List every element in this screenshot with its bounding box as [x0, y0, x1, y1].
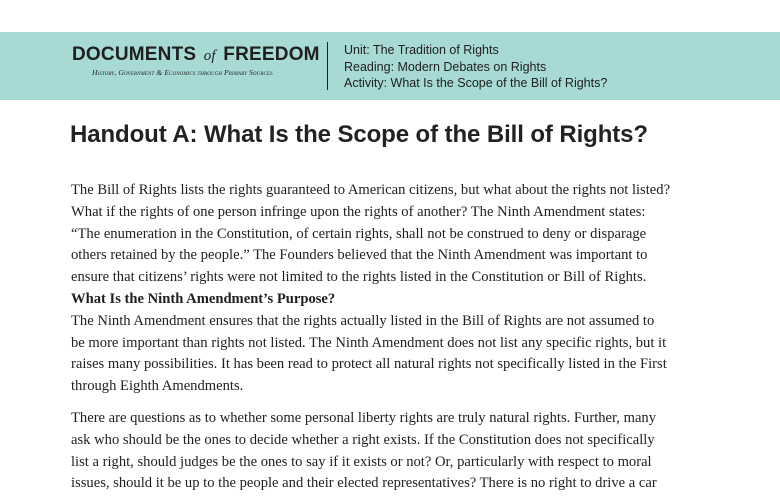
text-line: raises many possibilities. It has been read to protect all natural rights not specifically listed in the First	[71, 356, 667, 373]
text-line: issues, should it be up to the people and their elected representatives? There is no right to drive a car	[71, 475, 657, 492]
brand-subtitle: History, Government & Economics through Primary Sources	[92, 68, 273, 77]
brand-word-of: of	[203, 48, 216, 64]
text-line: “The enumeration in the Constitution, of certain rights, shall not be construed to deny or disparage	[71, 225, 647, 242]
text-line: be more important than rights not listed. The Ninth Amendment does not list any specific rights, but it	[71, 334, 667, 351]
text-line: ensure that citizens’ rights were not limited to the rights listed in the Constitution or Bill of Rights.	[71, 269, 647, 286]
purpose-paragraph	[71, 311, 731, 398]
text-line: through Eighth Amendments.	[71, 378, 244, 395]
text-line: list a right, should judges be the ones to say if it exists or not? Or, particularly with respect to moral	[71, 453, 652, 470]
reading-label: Reading: Modern Debates on Rights	[344, 59, 547, 74]
header-divider	[327, 42, 328, 90]
brand-word-freedom: FREEDOM	[223, 44, 320, 65]
text-line: The Ninth Amendment ensures that the rights actually listed in the Bill of Rights are not assumed to	[71, 312, 655, 329]
unit-label: Unit: The Tradition of Rights	[344, 43, 499, 57]
intro-paragraph	[71, 180, 731, 289]
brand-title	[72, 44, 320, 67]
unit-info	[344, 42, 607, 92]
text-line: The Bill of Rights lists the rights guaranteed to American citizens, but what about the rights not listed?	[71, 182, 671, 198]
activity-label: Activity: What Is the Scope of the Bill of Rights?	[344, 76, 608, 90]
questions-paragraph	[71, 408, 731, 495]
text-line: There are questions as to whether some personal liberty rights are truly natural rights. Further, many	[71, 409, 657, 426]
paragraph-spacer	[71, 398, 731, 408]
brand-logo	[72, 44, 320, 77]
header-banner	[0, 32, 780, 100]
text-line: What if the rights of one person infringe upon the rights of another? The Ninth Amendment states:	[71, 203, 646, 220]
text-line: ask who should be the ones to decide whether a right exists. If the Constitution does not specifically	[71, 431, 655, 448]
text-line: others retained by the people.” The Founders believed that the Ninth Amendment was important to	[71, 247, 648, 264]
section-heading: What Is the Ninth Amendment’s Purpose?	[71, 290, 336, 307]
handout-body	[71, 180, 731, 495]
page-title: Handout A: What Is the Scope of the Bill of Rights?	[70, 121, 648, 148]
brand-word-documents: DOCUMENTS	[72, 44, 197, 65]
